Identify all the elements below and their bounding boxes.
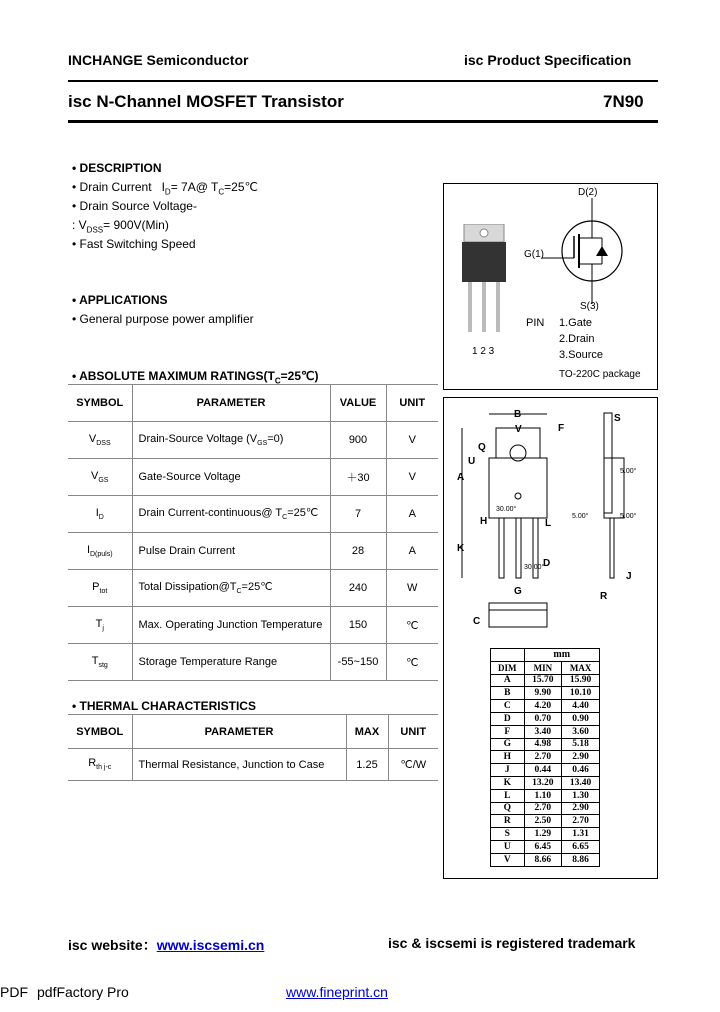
col-symbol: SYMBOL bbox=[68, 385, 132, 422]
row-value: ＋30 bbox=[330, 459, 386, 496]
label-r: R bbox=[600, 591, 608, 602]
part-number: 7N90 bbox=[603, 92, 644, 111]
label-s: S bbox=[614, 413, 621, 424]
row-param bbox=[132, 607, 330, 644]
dim-cell: C bbox=[491, 700, 525, 713]
sym-sub: DSS bbox=[96, 440, 111, 448]
table-row bbox=[491, 712, 600, 725]
sym-sub: D bbox=[98, 514, 104, 522]
table-row bbox=[491, 700, 600, 713]
dim-cell: F bbox=[491, 725, 525, 738]
table-row bbox=[491, 751, 600, 764]
applications-item: • General purpose power amplifier bbox=[72, 312, 254, 326]
row-unit: ℃ bbox=[386, 644, 438, 681]
table-row bbox=[68, 459, 438, 496]
row-value: 900 bbox=[330, 422, 386, 459]
table-row bbox=[68, 644, 438, 681]
row-value: 28 bbox=[330, 533, 386, 570]
row-symbol bbox=[68, 459, 132, 496]
col-parameter: PARAMETER bbox=[132, 385, 330, 422]
dim-cell: 1.30 bbox=[562, 789, 600, 802]
table-row bbox=[68, 607, 438, 644]
row-symbol bbox=[68, 607, 132, 644]
pin-1: 1.Gate bbox=[559, 317, 593, 329]
sym-sub: GS bbox=[98, 477, 109, 485]
label-q: Q bbox=[478, 442, 486, 453]
dimension-table bbox=[490, 648, 600, 867]
dim-cell: L bbox=[491, 789, 525, 802]
label-k: K bbox=[457, 543, 465, 554]
row-unit: V bbox=[386, 459, 438, 496]
col-unit: UNIT bbox=[388, 715, 438, 749]
row-param bbox=[132, 496, 330, 533]
gate-label: G(1) bbox=[524, 249, 544, 260]
param-text: Gate-Source Voltage bbox=[138, 471, 241, 483]
dim-cell: 5.18 bbox=[562, 738, 600, 751]
table-row bbox=[491, 853, 600, 866]
switching-speed: • Fast Switching Speed bbox=[72, 237, 196, 251]
param-text: Pulse Drain Current bbox=[138, 545, 236, 557]
sym-main: I bbox=[86, 543, 90, 556]
dim-cell: G bbox=[491, 738, 525, 751]
spec-prefix: isc bbox=[464, 52, 484, 68]
drain-current-end: =25℃ bbox=[224, 180, 258, 194]
label-g: G bbox=[514, 586, 522, 597]
dim-cell: 2.90 bbox=[562, 802, 600, 815]
table-row bbox=[491, 789, 600, 802]
tab-hole bbox=[480, 229, 488, 237]
col-unit: UNIT bbox=[386, 385, 438, 422]
side-lead bbox=[610, 518, 614, 578]
dim-cell: 15.90 bbox=[562, 674, 600, 687]
to220-photo bbox=[454, 224, 524, 349]
param-sub: C bbox=[236, 588, 242, 596]
pdf-url-link[interactable]: www.fineprint.cn bbox=[286, 984, 388, 1000]
front-lead-1 bbox=[499, 518, 504, 578]
dim-header-row bbox=[491, 661, 600, 674]
lead-1 bbox=[468, 282, 472, 332]
abs-max-header-row bbox=[68, 385, 438, 422]
sym-sub: stg bbox=[98, 662, 108, 670]
col-max: MAX bbox=[346, 715, 388, 749]
sym-main: R bbox=[88, 757, 97, 770]
dim-cell: 2.50 bbox=[524, 815, 562, 828]
abs-max-heading-end: =25℃) bbox=[280, 369, 319, 383]
dim-cell: 6.65 bbox=[562, 840, 600, 853]
label-l: L bbox=[545, 518, 552, 529]
param-text: Drain Current-continuous@ T bbox=[138, 507, 283, 520]
row-unit: ℃ bbox=[386, 607, 438, 644]
row-value: 240 bbox=[330, 570, 386, 607]
param-text: Drain-Source Voltage (V bbox=[138, 432, 258, 445]
sym-sub: j bbox=[102, 625, 104, 633]
dim-unit-row bbox=[491, 649, 600, 662]
row-symbol bbox=[68, 422, 132, 459]
sym-main: V bbox=[88, 432, 97, 445]
title-rule bbox=[68, 120, 658, 123]
dim-col-max: MAX bbox=[562, 661, 600, 674]
param-sub: C bbox=[282, 514, 288, 522]
thermal-header-row bbox=[68, 715, 438, 749]
table-row bbox=[68, 749, 438, 781]
row-symbol bbox=[68, 749, 132, 781]
package-name: TO-220C package bbox=[559, 369, 641, 380]
pin-numbers: 1 2 3 bbox=[472, 346, 495, 357]
pin-3: 3.Source bbox=[559, 349, 604, 361]
dim-blank bbox=[491, 649, 525, 662]
dim-cell: 2.70 bbox=[524, 802, 562, 815]
pin-label: PIN bbox=[526, 317, 545, 329]
row-value: 150 bbox=[330, 607, 386, 644]
label-a: A bbox=[457, 472, 465, 483]
dim-cell: Q bbox=[491, 802, 525, 815]
dim-cell: 13.40 bbox=[562, 776, 600, 789]
dim-cell: 2.70 bbox=[562, 815, 600, 828]
vds-value: = 900V(Min) bbox=[103, 218, 169, 232]
dim-col-dim: DIM bbox=[491, 661, 525, 674]
table-row bbox=[68, 496, 438, 533]
sym-main: V bbox=[91, 469, 99, 482]
row-unit: V bbox=[386, 422, 438, 459]
param-text: Storage Temperature Range bbox=[138, 656, 278, 668]
table-row bbox=[68, 570, 438, 607]
sym-sub: th j-c bbox=[96, 764, 112, 772]
dim-cell: D bbox=[491, 712, 525, 725]
dim-col-min: MIN bbox=[524, 661, 562, 674]
dim-cell: 1.31 bbox=[562, 828, 600, 841]
label-j: J bbox=[626, 571, 632, 582]
dim-cell: S bbox=[491, 828, 525, 841]
dim-cell: H bbox=[491, 751, 525, 764]
table-row bbox=[491, 828, 600, 841]
row-symbol bbox=[68, 644, 132, 681]
param-text: Total Dissipation@T bbox=[138, 581, 237, 594]
front-dot bbox=[515, 493, 521, 499]
dim-cell: 0.46 bbox=[562, 764, 600, 777]
row-param bbox=[132, 422, 330, 459]
side-tab bbox=[604, 413, 612, 513]
table-row bbox=[491, 815, 600, 828]
dim-cell: 8.66 bbox=[524, 853, 562, 866]
row-unit: W bbox=[386, 570, 438, 607]
label-h: H bbox=[480, 516, 488, 527]
lead-3 bbox=[496, 282, 500, 332]
table-row bbox=[68, 533, 438, 570]
dim-cell: U bbox=[491, 840, 525, 853]
drain-current-line bbox=[72, 180, 258, 196]
angle-4: 5.00° bbox=[572, 513, 589, 520]
dimension-box bbox=[443, 397, 658, 879]
dim-cell: A bbox=[491, 674, 525, 687]
table-row bbox=[491, 674, 600, 687]
lead-2 bbox=[482, 282, 486, 332]
label-b: B bbox=[514, 409, 522, 420]
sym-main: T bbox=[95, 617, 103, 630]
dim-unit: mm bbox=[524, 649, 599, 662]
dim-cell: 0.70 bbox=[524, 712, 562, 725]
dim-cell: 3.60 bbox=[562, 725, 600, 738]
dim-cell: 15.70 bbox=[524, 674, 562, 687]
vds-sub: DSS bbox=[86, 225, 104, 235]
drain-current-label: • Drain Current bbox=[72, 180, 152, 194]
bottom-view bbox=[489, 603, 547, 627]
spec-text: Product Specification bbox=[483, 52, 632, 68]
spec-label bbox=[464, 52, 631, 68]
drain-current-rest: = 7A@ T bbox=[170, 180, 219, 194]
table-row bbox=[491, 776, 600, 789]
dim-cell: 4.20 bbox=[524, 700, 562, 713]
label-v: V bbox=[515, 424, 522, 435]
label-u: U bbox=[468, 456, 476, 467]
dim-cell: 1.10 bbox=[524, 789, 562, 802]
dim-cell: 9.90 bbox=[524, 687, 562, 700]
dim-cell: 2.70 bbox=[524, 751, 562, 764]
vds-value-line bbox=[72, 218, 169, 234]
sym-main: I bbox=[95, 506, 99, 519]
row-symbol bbox=[68, 533, 132, 570]
abs-max-table bbox=[68, 384, 438, 681]
page-title: isc N-Channel MOSFET Transistor bbox=[68, 92, 344, 111]
table-row bbox=[491, 687, 600, 700]
front-lead-2 bbox=[516, 518, 521, 578]
label-f: F bbox=[558, 423, 565, 434]
pin-2: 2.Drain bbox=[559, 333, 595, 345]
website-label: isc website： bbox=[68, 937, 157, 953]
angle-2: 30.00° bbox=[524, 564, 545, 571]
dim-cell: 0.44 bbox=[524, 764, 562, 777]
dim-cell: K bbox=[491, 776, 525, 789]
side-body bbox=[604, 458, 624, 518]
angle-3: 5.00° bbox=[620, 468, 637, 475]
row-symbol bbox=[68, 570, 132, 607]
sym-sub: tot bbox=[99, 588, 108, 596]
sym-sub: D(puls) bbox=[90, 551, 113, 559]
package-box bbox=[443, 183, 658, 390]
website-link[interactable]: www.iscsemi.cn bbox=[156, 937, 265, 953]
param-end: =25℃ bbox=[287, 507, 319, 520]
dim-cell: J bbox=[491, 764, 525, 777]
row-value: -55~150 bbox=[330, 644, 386, 681]
drain-label: D(2) bbox=[578, 187, 598, 198]
dim-cell: 8.86 bbox=[562, 853, 600, 866]
trademark: isc & iscsemi is registered trademark bbox=[388, 935, 636, 951]
website-line bbox=[68, 935, 264, 955]
vds-label: • Drain Source Voltage- bbox=[72, 199, 197, 213]
sym-main: T bbox=[91, 654, 99, 667]
dim-cell: 1.29 bbox=[524, 828, 562, 841]
table-row bbox=[68, 422, 438, 459]
row-value: 1.25 bbox=[346, 749, 388, 781]
row-param bbox=[132, 459, 330, 496]
dim-cell: 4.98 bbox=[524, 738, 562, 751]
row-param bbox=[132, 533, 330, 570]
drain-current-sub2: C bbox=[218, 187, 225, 197]
pdf-label: PDF bbox=[0, 984, 28, 1000]
body-part bbox=[462, 242, 506, 282]
row-param: Thermal Resistance, Junction to Case bbox=[132, 749, 346, 781]
col-symbol: SYMBOL bbox=[68, 715, 132, 749]
row-value: 7 bbox=[330, 496, 386, 533]
drain-current-symbol: I bbox=[161, 180, 165, 194]
vds-pre: : V bbox=[72, 218, 87, 232]
description-heading: • DESCRIPTION bbox=[72, 161, 162, 175]
dim-cell: B bbox=[491, 687, 525, 700]
dim-cell: 3.40 bbox=[524, 725, 562, 738]
table-row bbox=[491, 725, 600, 738]
row-unit: ℃/W bbox=[388, 749, 438, 781]
dim-cell: 4.40 bbox=[562, 700, 600, 713]
table-row bbox=[491, 802, 600, 815]
param-text: Max. Operating Junction Temperature bbox=[138, 619, 323, 631]
row-unit: A bbox=[386, 496, 438, 533]
front-hole bbox=[510, 445, 526, 461]
sym-main: P bbox=[92, 580, 100, 593]
company-name: INCHANGE Semiconductor bbox=[68, 52, 249, 68]
label-c: C bbox=[473, 616, 481, 627]
dim-cell: V bbox=[491, 853, 525, 866]
table-row bbox=[491, 738, 600, 751]
dim-cell: 10.10 bbox=[562, 687, 600, 700]
abs-max-heading-text: • ABSOLUTE MAXIMUM RATINGS(T bbox=[72, 369, 275, 383]
angle-5: 5.00° bbox=[620, 513, 637, 520]
table-row bbox=[491, 840, 600, 853]
param-end: =0) bbox=[267, 432, 284, 445]
angle-1: 30.00° bbox=[496, 506, 517, 513]
header-rule bbox=[68, 80, 658, 82]
abs-max-heading bbox=[72, 369, 318, 385]
dim-cell: 0.90 bbox=[562, 712, 600, 725]
param-sub: GS bbox=[257, 440, 268, 448]
table-row bbox=[491, 764, 600, 777]
dim-cell: 6.45 bbox=[524, 840, 562, 853]
row-unit: A bbox=[386, 533, 438, 570]
row-symbol bbox=[68, 496, 132, 533]
param-end: =25℃ bbox=[241, 581, 273, 594]
thermal-table bbox=[68, 714, 438, 781]
label-d: D bbox=[543, 558, 551, 569]
pdf-product: pdfFactory Pro bbox=[37, 984, 129, 1000]
abs-max-heading-sub: C bbox=[274, 376, 281, 386]
col-value: VALUE bbox=[330, 385, 386, 422]
drain-current-sub: D bbox=[164, 187, 171, 197]
row-param bbox=[132, 570, 330, 607]
applications-heading: • APPLICATIONS bbox=[72, 293, 168, 307]
row-param bbox=[132, 644, 330, 681]
dim-cell: R bbox=[491, 815, 525, 828]
col-parameter: PARAMETER bbox=[132, 715, 346, 749]
dim-cell: 13.20 bbox=[524, 776, 562, 789]
thermal-heading: • THERMAL CHARACTERISTICS bbox=[72, 699, 256, 713]
dim-cell: 2.90 bbox=[562, 751, 600, 764]
source-label: S(3) bbox=[580, 301, 599, 312]
